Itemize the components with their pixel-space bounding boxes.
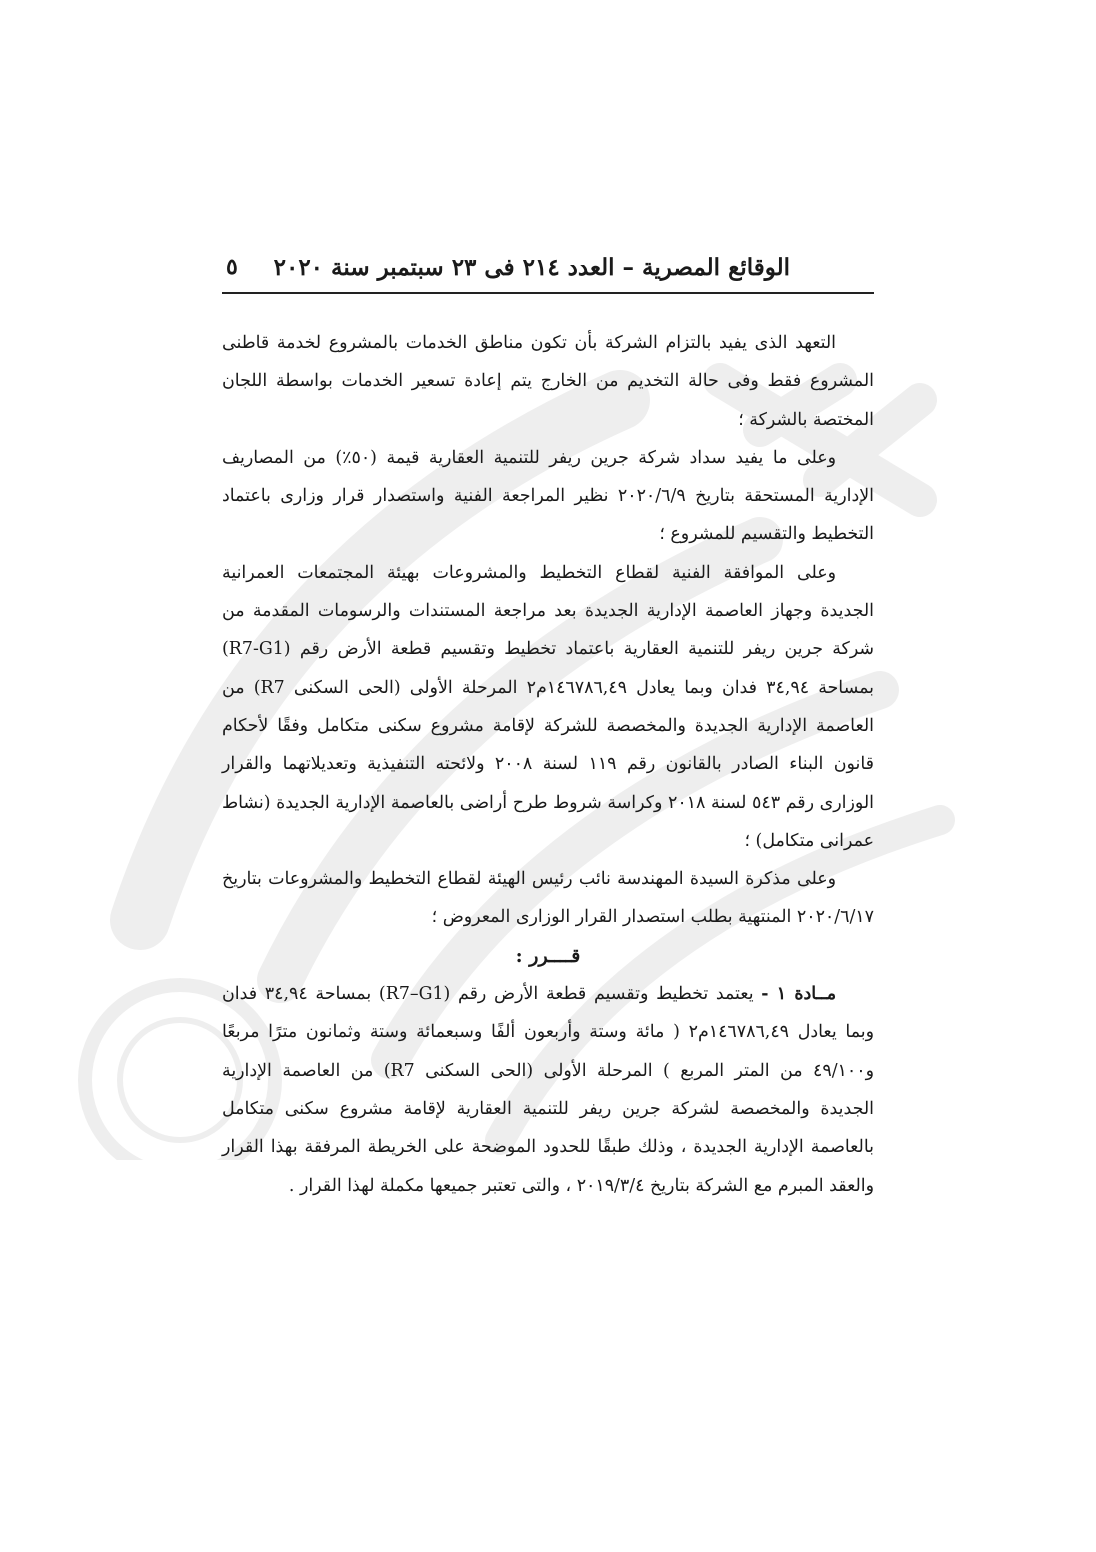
document-body — [222, 324, 874, 1205]
paragraph-payment: وعلى ما يفيد سداد شركة جرين ريفر للتنمية العقارية قيمة (٥٠٪) من المصاريف الإدارية المستحقة بتاريخ ٢٠٢٠/٦/٩ نظير المراجعة الفنية واستصدار قرار وزارى باعتماد التخطيط والتقسيم للمشروع ؛ — [222, 447, 874, 545]
article-text: يعتمد تخطيط وتقسيم قطعة الأرض رقم (R7–G1) بمساحة ٣٤,٩٤ فدان وبما يعادل ١٤٦٧٨٦,٤٩م٢ ( مائة وستة وأربعون ألفًا وسبعمائة وستة وثمانون مترًا مربعًا و٤٩/١٠٠ من المتر المربع ) المرحلة الأولى (الحى السكنى R7) من العاصمة الإدارية الجديدة والمخصصة لشركة جرين ريفر للتنمية العقارية لإقامة مشروع سكنى متكامل بالعاصمة الإدارية الجديدة ، وذلك طبقًا للحدود الموضحة على الخريطة المرفقة بهذا القرار والعقد المبرم مع الشركة بتاريخ ٢٠١٩/٣/٤ ، والتى تعتبر جميعها مكملة لهذا القرار . — [222, 984, 874, 1196]
decision-heading: قــــرر : — [515, 944, 581, 967]
gazette-header — [222, 252, 874, 294]
gazette-title: الوقائع المصرية – العدد ٢١٤ فى ٢٣ سبتمبر سنة ٢٠٢٠ — [273, 254, 790, 281]
article-1 — [222, 975, 874, 1205]
paragraph-memo: وعلى مذكرة السيدة المهندسة نائب رئيس الهيئة لقطاع التخطيط والمشروعات بتاريخ ٢٠٢٠/٦/١٧ المنتهية بطلب استصدار القرار الوزارى المعروض ؛ — [222, 869, 874, 928]
paragraph-commitment: التعهد الذى يفيد بالتزام الشركة بأن تكون مناطق الخدمات بالمشروع لخدمة قاطنى المشروع فقط وفى حالة التخديم من الخارج يتم إعادة تسعير الخدمات بواسطة اللجان المختصة بالشركة ؛ — [222, 333, 874, 430]
paragraph-technical-approval: وعلى الموافقة الفنية لقطاع التخطيط والمشروعات بهيئة المجتمعات العمرانية الجديدة وجهاز العاصمة الإدارية الجديدة بعد مراجعة المستندات والرسومات المقدمة من شركة جرين ريفر للتنمية العقارية باعتماد تخطيط وتقسيم قطعة الأرض رقم (R7-G1) بمساحة ٣٤,٩٤ فدان وبما يعادل ١٤٦٧٨٦,٤٩م٢ المرحلة الأولى (الحى السكنى R7) من العاصمة الإدارية الجديدة والمخصصة للشركة لإقامة مشروع سكنى متكامل وفقًا لأحكام قانون البناء الصادر بالقانون رقم ١١٩ لسنة ٢٠٠٨ ولائحته التنفيذية وتعديلاتهما والقرار الوزارى رقم ٥٤٣ لسنة ٢٠١٨ وكراسة شروط طرح أراضى بالعاصمة الإدارية الجديدة (نشاط عمرانى متكامل) ؛ — [222, 562, 874, 851]
article-label: مــادة ١ - — [761, 984, 837, 1005]
page-number: ٥ — [226, 254, 238, 280]
